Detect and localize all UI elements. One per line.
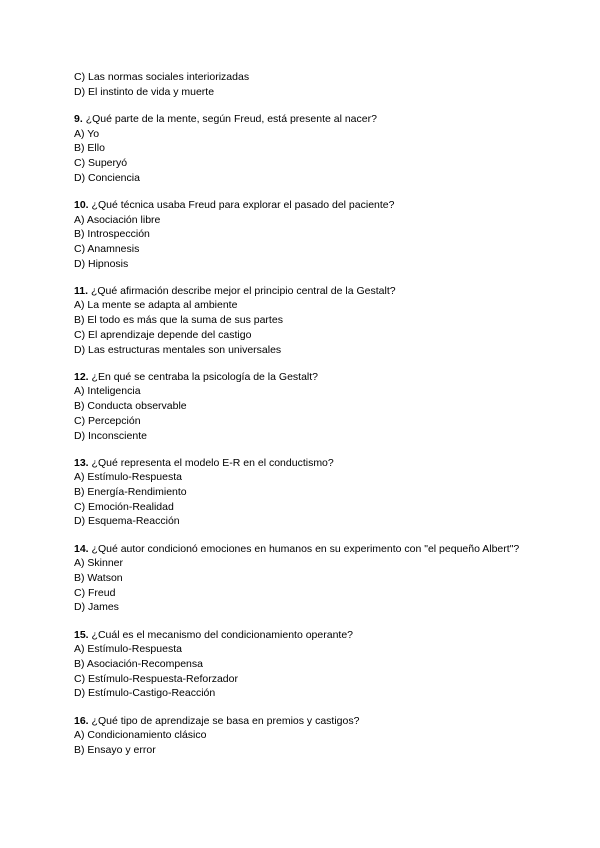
- option: C) Percepción: [74, 414, 141, 427]
- question-10: [74, 198, 540, 271]
- question-prompt: ¿Qué afirmación describe mejor el principio central de la Gestalt?: [90, 284, 396, 297]
- question-number: 13.: [74, 456, 89, 469]
- option: D) James: [74, 601, 119, 614]
- question-9: [74, 112, 540, 185]
- option: C) Freud: [74, 586, 116, 599]
- question-prompt: ¿En qué se centraba la psicología de la Gestalt?: [91, 370, 319, 383]
- question-number: 14.: [74, 542, 89, 555]
- option: D) Esquema-Reacción: [74, 515, 180, 528]
- question-number: 10.: [74, 198, 89, 211]
- question-15: [74, 628, 540, 701]
- leading-options: [74, 70, 540, 99]
- option: D) Estímulo-Castigo-Reacción: [74, 687, 216, 700]
- option: D) Las estructuras mentales son universales: [74, 343, 282, 356]
- question-text: [74, 542, 536, 557]
- option: A) Yo: [74, 127, 100, 140]
- option: D) Conciencia: [74, 171, 140, 184]
- question-16: [74, 714, 540, 758]
- question-number: 12.: [74, 370, 89, 383]
- question-text: [74, 456, 536, 471]
- question-text: [74, 370, 536, 385]
- question-prompt: ¿Qué tipo de aprendizaje se basa en premios y castigos?: [91, 714, 360, 727]
- question-13: [74, 456, 540, 529]
- option: B) Ensayo y error: [74, 743, 156, 756]
- option: A) La mente se adapta al ambiente: [74, 299, 238, 312]
- option: B) Introspección: [74, 228, 150, 241]
- question-14: [74, 542, 540, 615]
- option: C) El aprendizaje depende del castigo: [74, 328, 252, 341]
- option: A) Asociación libre: [74, 213, 161, 226]
- question-prompt: ¿Qué técnica usaba Freud para explorar el pasado del paciente?: [91, 198, 395, 211]
- question-text: [74, 714, 536, 729]
- question-text: [74, 198, 536, 213]
- question-text: [74, 112, 536, 127]
- question-prompt: ¿Qué autor condicionó emociones en humanos en su experimento con "el pequeño Albert"?: [91, 542, 520, 555]
- question-number: 11.: [74, 284, 89, 297]
- question-text: [74, 628, 536, 643]
- option: A) Condicionamiento clásico: [74, 729, 207, 742]
- question-prompt: ¿Qué representa el modelo E-R en el conductismo?: [91, 456, 334, 469]
- question-text: [74, 284, 536, 299]
- question-12: [74, 370, 540, 443]
- option: B) El todo es más que la suma de sus partes: [74, 314, 283, 327]
- option: C) Las normas sociales interiorizadas: [74, 71, 250, 83]
- option: A) Estímulo-Respuesta: [74, 471, 182, 484]
- option: B) Energía-Rendimiento: [74, 486, 187, 499]
- option: B) Watson: [74, 572, 123, 585]
- option: A) Estímulo-Respuesta: [74, 643, 182, 656]
- option: D) Inconsciente: [74, 429, 147, 442]
- option: B) Conducta observable: [74, 400, 187, 413]
- option: B) Asociación-Recompensa: [74, 657, 203, 670]
- option: C) Anamnesis: [74, 242, 140, 255]
- option: A) Inteligencia: [74, 385, 141, 398]
- option: A) Skinner: [74, 557, 124, 570]
- option: D) El instinto de vida y muerte: [74, 85, 215, 98]
- option: B) Ello: [74, 142, 105, 155]
- option: C) Superyó: [74, 156, 128, 169]
- question-number: 16.: [74, 714, 89, 727]
- option: C) Estímulo-Respuesta-Reforzador: [74, 672, 238, 685]
- question-11: [74, 284, 540, 357]
- question-number: 9.: [74, 112, 83, 125]
- question-number: 15.: [74, 628, 89, 641]
- question-prompt: ¿Qué parte de la mente, según Freud, está presente al nacer?: [85, 112, 377, 125]
- option: C) Emoción-Realidad: [74, 500, 174, 513]
- option: D) Hipnosis: [74, 257, 129, 270]
- question-prompt: ¿Cuál es el mecanismo del condicionamiento operante?: [91, 628, 354, 641]
